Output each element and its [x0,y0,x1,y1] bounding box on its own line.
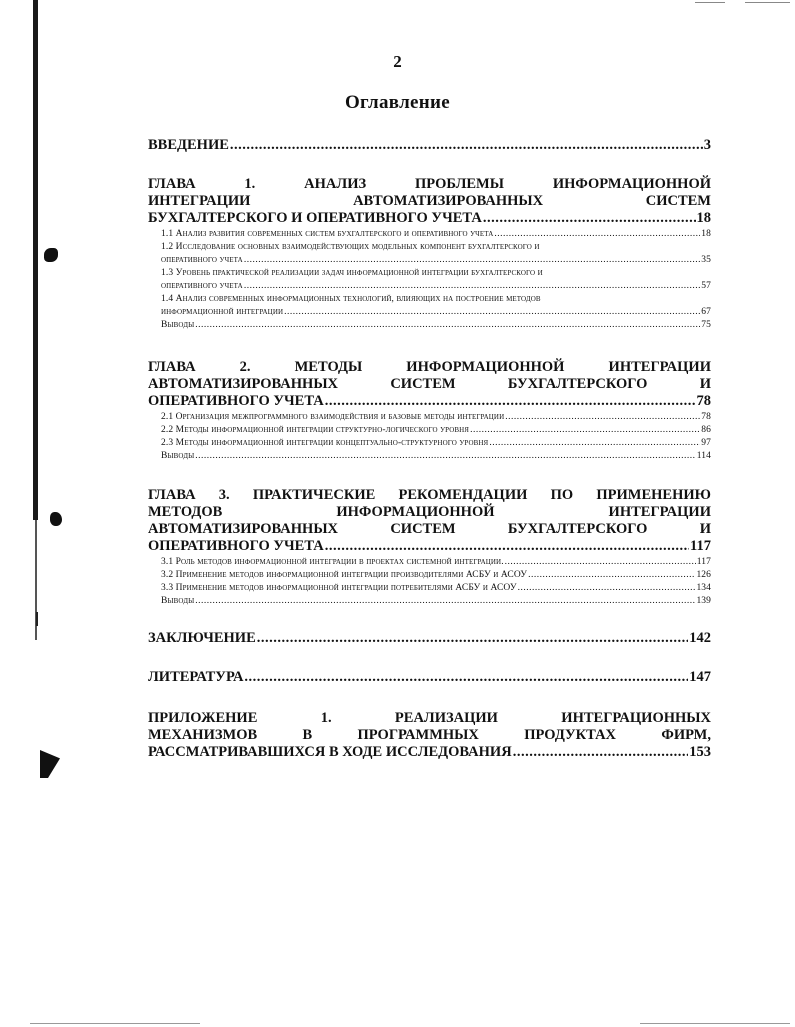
scan-tick-mark [36,612,38,626]
toc-page-number: 153 [689,744,711,760]
dot-leader [325,393,696,410]
chapter-heading-line: ПРИЛОЖЕНИЕ 1. РЕАЛИЗАЦИИ ИНТЕГРАЦИОННЫХ [148,710,711,726]
chapter-heading-line: ОПЕРАТИВНОГО УЧЕТА [148,393,324,409]
toc-page-number: 78 [696,393,711,409]
toc-page-number: 117 [690,538,711,554]
toc-page-number: 78 [701,412,711,422]
punch-hole-mark [40,750,60,778]
page-title: Оглавление [344,92,451,113]
section-title-continued: информационной интеграции [161,307,284,317]
chapter-heading-line: АВТОМАТИЗИРОВАННЫХ СИСТЕМ БУХГАЛТЕРСКОГО И [148,521,711,537]
dot-leader [325,538,689,555]
chapter-heading-line: РАССМАТРИВАВШИХСЯ В ХОДЕ ИССЛЕДОВАНИЯ [148,744,512,760]
section-title: 1.4 Анализ современных информационных технологий, влияющих на построение методов [161,294,541,304]
chapter-heading-line: ГЛАВА 1. АНАЛИЗ ПРОБЛЕМЫ ИНФОРМАЦИОННОЙ [148,176,711,192]
chapter-heading-line: МЕТОДОВ ИНФОРМАЦИОННОЙ ИНТЕГРАЦИИ [148,504,711,520]
toc-page-number: 142 [689,630,711,646]
dot-leader [244,254,700,267]
dot-leader [483,210,696,227]
toc-section-1-conclusions [161,319,711,332]
toc-section-2-1 [161,411,711,424]
chapter-heading-line: БУХГАЛТЕРСКОГО И ОПЕРАТИВНОГО УЧЕТА [148,210,482,226]
section-title: 3.2 Применение методов информационной интеграции производителями АСБУ и АСОУ [161,570,528,580]
toc-chapter-1 [148,176,711,332]
punch-hole-mark [44,248,58,262]
section-title: 2.2 Методы информационной интеграции структурно-логического уровня [161,425,470,435]
section-title: 1.2 Исследование основных взаимодействующих модельных компонент бухгалтерского и [161,242,540,252]
dot-leader [230,137,703,154]
toc-chapter-2 [148,359,711,463]
toc-page-number: 97 [701,438,711,448]
chapter-heading-line: ИНТЕГРАЦИИ АВТОМАТИЗИРОВАННЫХ СИСТЕМ [148,193,711,209]
toc-page-number: 147 [689,669,711,685]
toc-page-number: 139 [696,596,711,606]
chapter-heading-line: ГЛАВА 3. ПРАКТИЧЕСКИЕ РЕКОМЕНДАЦИИ ПО ПРИМЕНЕНИЮ [148,487,711,503]
dot-leader [195,595,695,608]
dot-leader [195,319,700,332]
toc-page-number: 134 [696,583,711,593]
chapter-heading-line: ОПЕРАТИВНОГО УЧЕТА [148,538,324,554]
section-title: 2.1 Организация межпрограммного взаимодействия и базовые методы интеграции [161,412,505,422]
dot-leader [284,306,700,319]
toc-section-3-2 [161,569,711,582]
scan-top-mark [745,2,790,3]
toc-page-number: 86 [701,425,711,435]
toc-section-2-2 [161,424,711,437]
section-title: 1.1 Анализ развития современных систем бухгалтерского и оперативного учета [161,229,494,239]
toc-section-list [161,411,711,463]
dot-leader [489,437,700,450]
section-title: 3.1 Роль методов информационной интеграции в проектах системной интеграции. [161,557,504,567]
dot-leader [518,582,696,595]
toc-page-number: 67 [701,307,711,317]
toc-section-2-3 [161,437,711,450]
toc-page-number: 18 [696,210,711,226]
chapter-heading-line: ГЛАВА 2. МЕТОДЫ ИНФОРМАЦИОННОЙ ИНТЕГРАЦИИ [148,359,711,375]
toc-page-number: 57 [701,281,711,291]
chapter-heading-line: АВТОМАТИЗИРОВАННЫХ СИСТЕМ БУХГАЛТЕРСКОГО И [148,376,711,392]
toc-page-number: 35 [701,255,711,265]
punch-hole-mark [50,512,62,526]
section-title: Выводы [161,320,195,330]
toc-page-number: 126 [696,570,711,580]
scan-binding-edge [33,0,38,520]
dot-leader [257,630,688,647]
page-number: 2 [393,52,402,71]
scan-bottom-mark [30,1023,200,1024]
toc-section-1-2 [161,254,711,267]
scan-bottom-mark [640,1023,790,1024]
section-title: 3.3 Применение методов информационной интеграции потребителями АСБУ и АСОУ [161,583,517,593]
toc-section-3-conclusions [161,595,711,608]
section-title-continued: оперативного учета [161,255,243,265]
dot-leader [513,744,689,761]
dot-leader [528,569,695,582]
toc-entry-conclusion [148,630,711,647]
section-title: 2.3 Методы информационной интеграции концептуально-структурного уровня [161,438,489,448]
toc-entry-label: ЛИТЕРАТУРА [148,669,244,685]
toc-page-number: 75 [701,320,711,330]
toc-section-2-conclusions [161,450,711,463]
dot-leader [505,556,696,569]
scan-top-mark [695,2,725,3]
dot-leader [505,411,700,424]
dot-leader [244,280,700,293]
dot-leader [244,669,688,686]
toc-section-3-1 [161,556,711,569]
toc-chapter-3 [148,487,711,608]
section-title: Выводы [161,596,195,606]
toc-section-1-4 [161,306,711,319]
toc-section-list [161,228,711,332]
dot-leader [470,424,700,437]
toc-entry-literature [148,669,711,686]
toc-page-number: 117 [696,557,711,567]
toc-page-number: 114 [696,451,711,461]
toc-page-number: 3 [703,137,711,153]
toc-page-number: 18 [701,229,711,239]
toc-section-3-3 [161,582,711,595]
chapter-heading-line: МЕХАНИЗМОВ В ПРОГРАММНЫХ ПРОДУКТАХ ФИРМ, [148,727,711,743]
toc-entry-intro [148,137,711,154]
section-title: 1.3 Уровень практической реализации задач информационной интеграции бухгалтерского и [161,268,543,278]
dot-leader [494,228,700,241]
section-title-continued: оперативного учета [161,281,243,291]
toc-entry-label: ЗАКЛЮЧЕНИЕ [148,630,256,646]
toc-section-1-3 [161,280,711,293]
dot-leader [195,450,696,463]
toc-section-list [161,556,711,608]
toc-entry-appendix [148,710,711,761]
toc-entry-label: ВВЕДЕНИЕ [148,137,229,153]
toc-section-1-1 [161,228,711,241]
section-title: Выводы [161,451,195,461]
